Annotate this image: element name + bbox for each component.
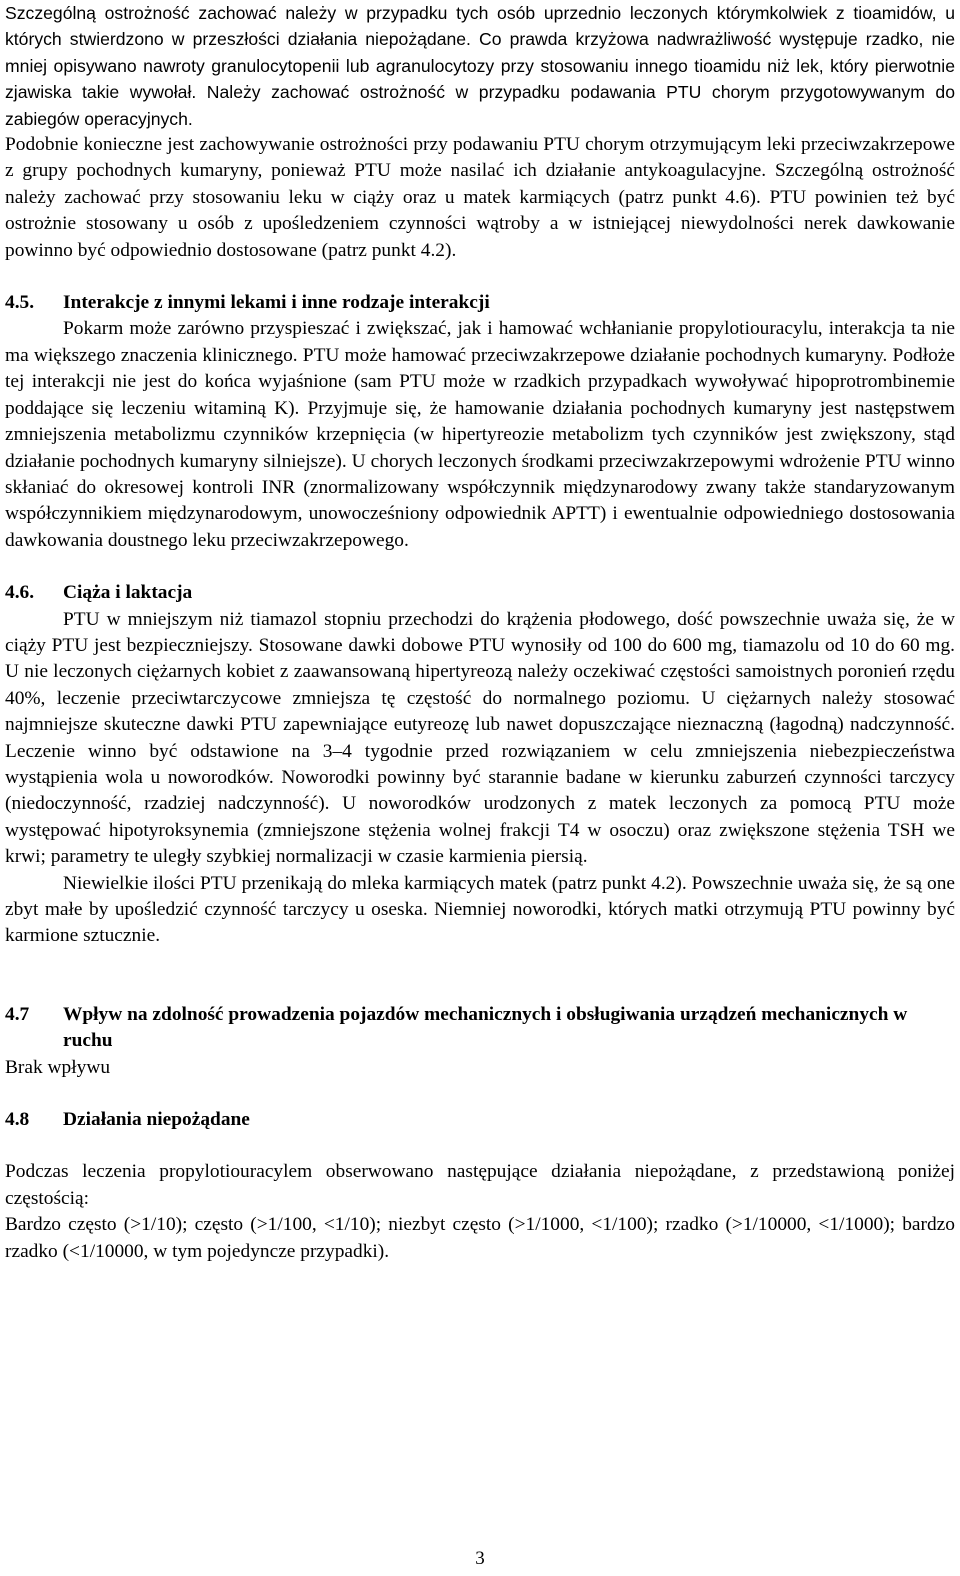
document-page xyxy=(5,0,955,1265)
section-4-8-frequencies: Bardzo często (>1/10); często (>1/100, <1/10); niezbyt często (>1/1000, <1/100); rzadko (>1/10000, <1/1000); bardzo rzadko (<1/10000, w tym pojedyncze przypadki). xyxy=(5,1214,955,1262)
section-4-6-paragraph-1: PTU w mniejszym niż tiamazol stopniu przechodzi do krążenia płodowego, dość powszechnie uważa się, że w ciąży PTU jest bezpieczniejszy. Stosowane dawki dobowe PTU wynosiły od 100 do 600 mg, tiamazolu od 10 do 60 mg. U nie leczonych ciężarnych kobiet z zaawansowaną hipertyreozą należy oczekiwać częstości samoistnych poronień rzędu 40%, leczenie przeciwtarczycowe zmniejsza tę częstość do normalnego poziomu. U ciężarnych należy stosować najmniejsze skuteczne dawki PTU zapewniające eutyreozę lub nawet dopuszczające nieznaczną (łagodną) nadczynność. Leczenie winno być odstawione na 3–4 tygodnie przed rozwiązaniem w celu zmniejszenia niebezpieczeństwa wystąpienia wola u noworodków. Noworodki powinny być starannie badane w kierunku zaburzeń czynności tarczycy (niedoczynność, rzadziej nadczynność). U noworodków urodzonych z matek leczonych za pomocą PTU może występować hipotyroksynemia (zmniejszone stężenia wolnej frakcji T4 w osoczu) oraz zwiększone stężenia TSH we krwi; parametry te uległy szybkiej normalizacji w czasie karmienia piersią. xyxy=(5,608,955,868)
page-number: 3 xyxy=(475,1548,485,1569)
section-number: 4.8 xyxy=(5,1109,30,1131)
section-4-5-paragraph: Pokarm może zarówno przyspieszać i zwiększać, jak i hamować wchłanianie propylotiouracylu, interakcja ta nie ma większego znaczenia klinicznego. PTU może hamować przeciwzakrzepowe działanie pochodnych kumaryny. Podłoże tej interakcji nie jest do końca wyjaśnione (sam PTU może w rzadkich przypadkach wywoływać hipoprotrombinemie poddające się leczeniu witaminą K). Przyjmuje się, że hamowanie działania pochodnych kumaryny jest następstwem zmniejszenia metabolizmu czynników krzepnięcia (w hipertyreozie metabolizm tych czynników jest zwiększony, stąd działanie pochodnych kumaryny silniejsze). U chorych leczonych środkami przeciwzakrzepowymi wdrożenie PTU winno skłaniać do okresowej kontroli INR (znormalizowany współczynnik międzynarodowy zwany także standaryzowanym współczynnikiem międzynarodowym, unowocześniony odpowiednik APTT) i ewentualnie odpowiedniego dostosowania dawkowania doustnego leku przeciwzakrzepowego. xyxy=(5,318,955,551)
section-4-6-heading xyxy=(5,580,955,606)
section-title: Interakcje z innymi lekami i inne rodzaje interakcji xyxy=(63,292,490,314)
section-number: 4.6. xyxy=(5,582,35,604)
section-number: 4.7 xyxy=(5,1003,30,1025)
opening-paragraph-sans: Szczególną ostrożność zachować należy w przypadku tych osób uprzednio leczonych którymkolwiek z tioamidów, u których stwierdzono w przeszłości działania niepożądane. Co prawda krzyżowa nadwrażliwość występuje rzadko, nie mniej opisywano nawroty granulocytopenii lub agranulocytozy przy stosowaniu innego tioamidu niż lek, który pierwotnie zjawiska takie wywołał. Należy zachować ostrożność w przypadku podawania PTU chorym przygotowywanym do zabiegów operacyjnych. xyxy=(5,3,955,129)
section-title: Wpływ na zdolność prowadzenia pojazdów mechanicznych i obsługiwania urządzeń mechanicznych w ruchu xyxy=(63,1003,908,1052)
section-4-7-body: Brak wpływu xyxy=(5,1056,111,1078)
section-title: Działania niepożądane xyxy=(63,1109,250,1131)
section-4-8-heading xyxy=(5,1107,955,1133)
section-4-6-paragraph-2: Niewielkie ilości PTU przenikają do mleka karmiących matek (patrz punkt 4.2). Powszechnie uważa się, że są one zbyt małe by upośledzić czynność tarczycy u oseska. Niemniej noworodki, których matki otrzymują PTU powinny być karmione sztucznie. xyxy=(5,872,955,947)
section-4-7-heading xyxy=(5,1002,955,1055)
section-4-8-intro: Podczas leczenia propylotiouracylem obserwowano następujące działania niepożądane, z przedstawioną poniżej częstością: xyxy=(5,1161,955,1209)
section-4-5-heading xyxy=(5,290,955,316)
section-title: Ciąża i laktacja xyxy=(63,582,193,604)
section-number: 4.5. xyxy=(5,292,35,314)
opening-paragraph-serif: Podobnie konieczne jest zachowywanie ostrożności przy podawaniu PTU chorym otrzymującym leki przeciwzakrzepowe z grupy pochodnych kumaryny, ponieważ PTU może nasilać ich działanie antykoagulacyjne. Szczególną ostrożność należy zachować przy stosowaniu leku w ciąży oraz u matek karmiących (patrz punkt 4.6). PTU powinien też być ostrożnie stosowany u osób z upośledzeniem czynności wątroby a w istniejącej niewydolności nerek dawkowanie powinno być odpowiednio dostosowane (patrz punkt 4.2). xyxy=(5,134,955,261)
